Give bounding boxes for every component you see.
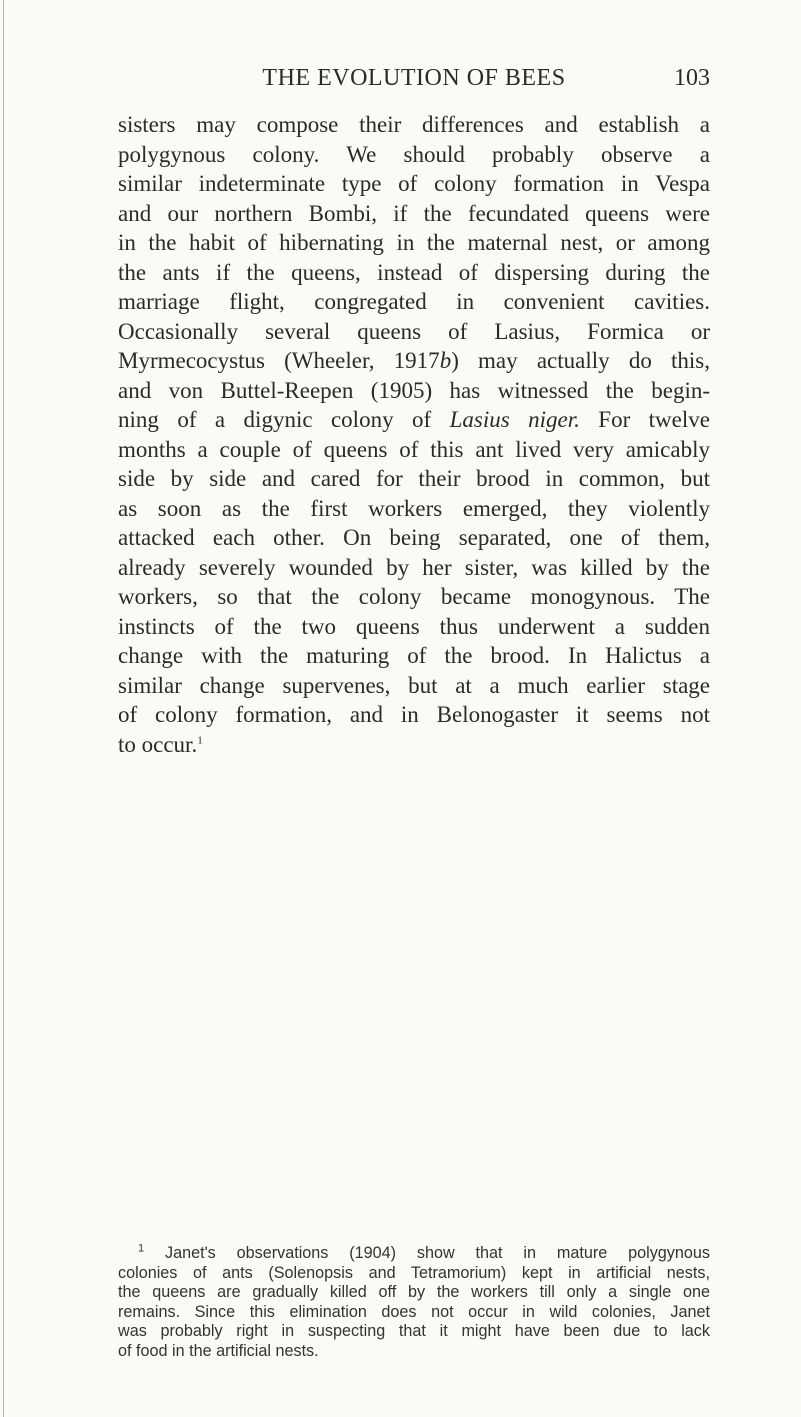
body-line: already severely wounded by her sister, was killed by the bbox=[118, 554, 710, 580]
body-line-segment: to occur. bbox=[118, 731, 198, 757]
body-line bbox=[118, 405, 710, 435]
body-line: instincts of the two queens thus underwent a sudden bbox=[118, 613, 710, 639]
body-line-segment: ) may actually do this, bbox=[451, 348, 710, 373]
footnote-line: was probably right in suspecting that it might have been due to lack bbox=[118, 1322, 710, 1340]
citation-suffix: b bbox=[439, 348, 452, 373]
body-line: similar change supervenes, but at a much earlier stage bbox=[118, 672, 710, 698]
body-line: sisters may compose their differences and establish a bbox=[118, 112, 710, 137]
footnote-line: remains. Since this elimination does not occur in wild colonies, Janet bbox=[118, 1302, 710, 1321]
footnote-line-text: Janet's observations (1904) show that in mature polygynous bbox=[164, 1244, 710, 1262]
footnote-line: of food in the artificial nests. bbox=[118, 1341, 319, 1360]
body-line: attacked each other. On being separated, one of them, bbox=[118, 525, 710, 550]
body-line: and our northern Bombi, if the fecundated queens were bbox=[118, 200, 710, 226]
body-line: the ants if the queens, instead of dispersing during the bbox=[118, 259, 710, 285]
body-line: of colony formation, and in Belonogaster it seems not bbox=[118, 702, 710, 727]
page-number: 103 bbox=[674, 65, 710, 91]
body-line bbox=[118, 346, 710, 376]
body-line: polygynous colony. We should probably observe a bbox=[118, 141, 710, 167]
body-line: workers, so that the colony became monogynous. The bbox=[118, 584, 710, 609]
body-line: and von Buttel-Reepen (1905) has witnessed the begin- bbox=[118, 377, 710, 403]
body-line: as soon as the first workers emerged, they violently bbox=[118, 495, 710, 521]
footnote bbox=[118, 1244, 710, 1361]
footnote-line: the queens are gradually killed off by the workers till only a single one bbox=[118, 1283, 710, 1301]
running-title: THE EVOLUTION OF BEES bbox=[262, 65, 566, 91]
body-line: months a couple of queens of this ant lived very amicably bbox=[118, 436, 710, 462]
footnote-line bbox=[118, 1244, 710, 1264]
body-text bbox=[118, 110, 710, 759]
footnote-marker: 1 bbox=[138, 1242, 145, 1255]
footnote-line: colonies of ants (Solenopsis and Tetramorium) kept in artificial nests, bbox=[118, 1263, 710, 1282]
body-line: Occasionally several queens of Lasius, Formica or bbox=[118, 318, 710, 344]
body-line: side by side and cared for their brood in common, but bbox=[118, 466, 710, 491]
body-line bbox=[118, 730, 710, 760]
running-head bbox=[118, 62, 710, 96]
page-edge-rule bbox=[3, 0, 4, 1417]
body-line: in the habit of hibernating in the maternal nest, or among bbox=[118, 230, 710, 255]
body-line-segment: For twelve bbox=[579, 407, 710, 432]
body-line-segment: ning of a digynic colony of bbox=[118, 407, 450, 432]
species-name: Lasius niger. bbox=[449, 407, 580, 432]
body-line: marriage flight, congregated in convenient cavities. bbox=[118, 289, 710, 314]
body-line: change with the maturing of the brood. In Halictus a bbox=[118, 643, 710, 668]
body-line: similar indeterminate type of colony formation in Vespa bbox=[118, 171, 710, 196]
body-line-segment: Myrmecocystus (Wheeler, 1917 bbox=[118, 348, 440, 373]
footnote-reference[interactable]: 1 bbox=[197, 733, 203, 746]
